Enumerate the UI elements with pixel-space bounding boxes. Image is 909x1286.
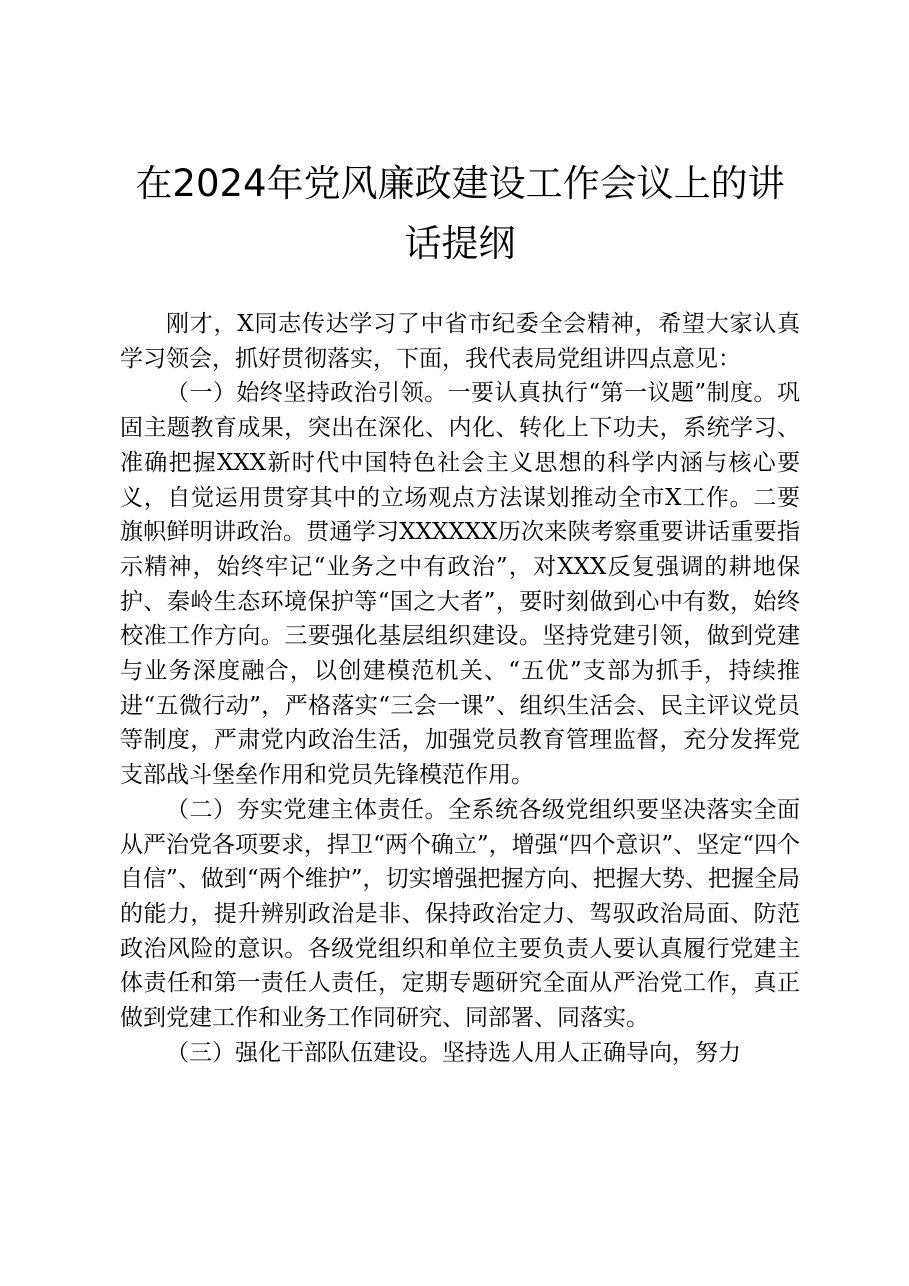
paragraph-text: 坚持选人用人正确导向，努力 [442,1039,741,1066]
paragraph-intro [120,307,800,376]
paragraph-text: 刚才，X同志传达学习了中省市纪委全会精神，希望大家认真学习领会，抓好贯彻落实，下面，我代表局党组讲四点意见： [120,311,800,372]
document-body [120,307,800,1070]
paragraph-text: 一要认真执行“第一议题”制度。巩固主题教育成果，突出在深化、内化、转化上下功夫，系统学习、准确把握XXX新时代中国特色社会主义思想的科学内涵与核心要义，自觉运用贯穿其中的立场观点方法谋划推动全市X工作。二要旗帜鲜明讲政治。贯通学习XXXXXX历次来陕考察重要讲话重要指示精神，始终牢记“业务之中有政治”，对XXX反复强调的耕地保护、秦岭生态环境保护等“国之大者”，要时刻做到心中有数，始终校准工作方向。三要强化基层组织建设。坚持党建引领，做到党建与业务深度融合，以创建模范机关、“五优”支部为抓手，持续推进“五微行动”，严格落实“三会一课”、组织生活会、民主评议党员等制度，严肃党内政治生活，加强党员教育管理监督，充分发挥党支部战斗堡垒作用和党员先锋模范作用。 [120,380,800,789]
paragraph-section-1 [120,376,800,792]
document-title: 在2024年党风廉政建设工作会议上的讲话提纲 [135,162,785,265]
paragraph-section-2 [120,793,800,1036]
paragraph-section-3 [120,1036,800,1071]
paragraph-text: 全系统各级党组织要坚决落实全面从严治党各项要求，捍卫“两个确立”，增强“四个意识”、坚定“四个自信”、做到“两个维护”，切实增强把握方向、把握大势、把握全局的能力，提升辨别政治是非、保持政治定力、驾驭政治局面、防范政治风险的意识。各级党组织和单位主要负责人要认真履行党建主体责任和第一责任人责任，定期专题研究全面从严治党工作，真正做到党建工作和业务工作同研究、同部署、同落实。 [120,796,800,1032]
section-heading: （三）强化干部队伍建设。 [166,1039,442,1066]
section-heading: （一）始终坚持政治引领。 [166,380,448,407]
section-heading: （二）夯实党建主体责任。 [166,796,448,823]
